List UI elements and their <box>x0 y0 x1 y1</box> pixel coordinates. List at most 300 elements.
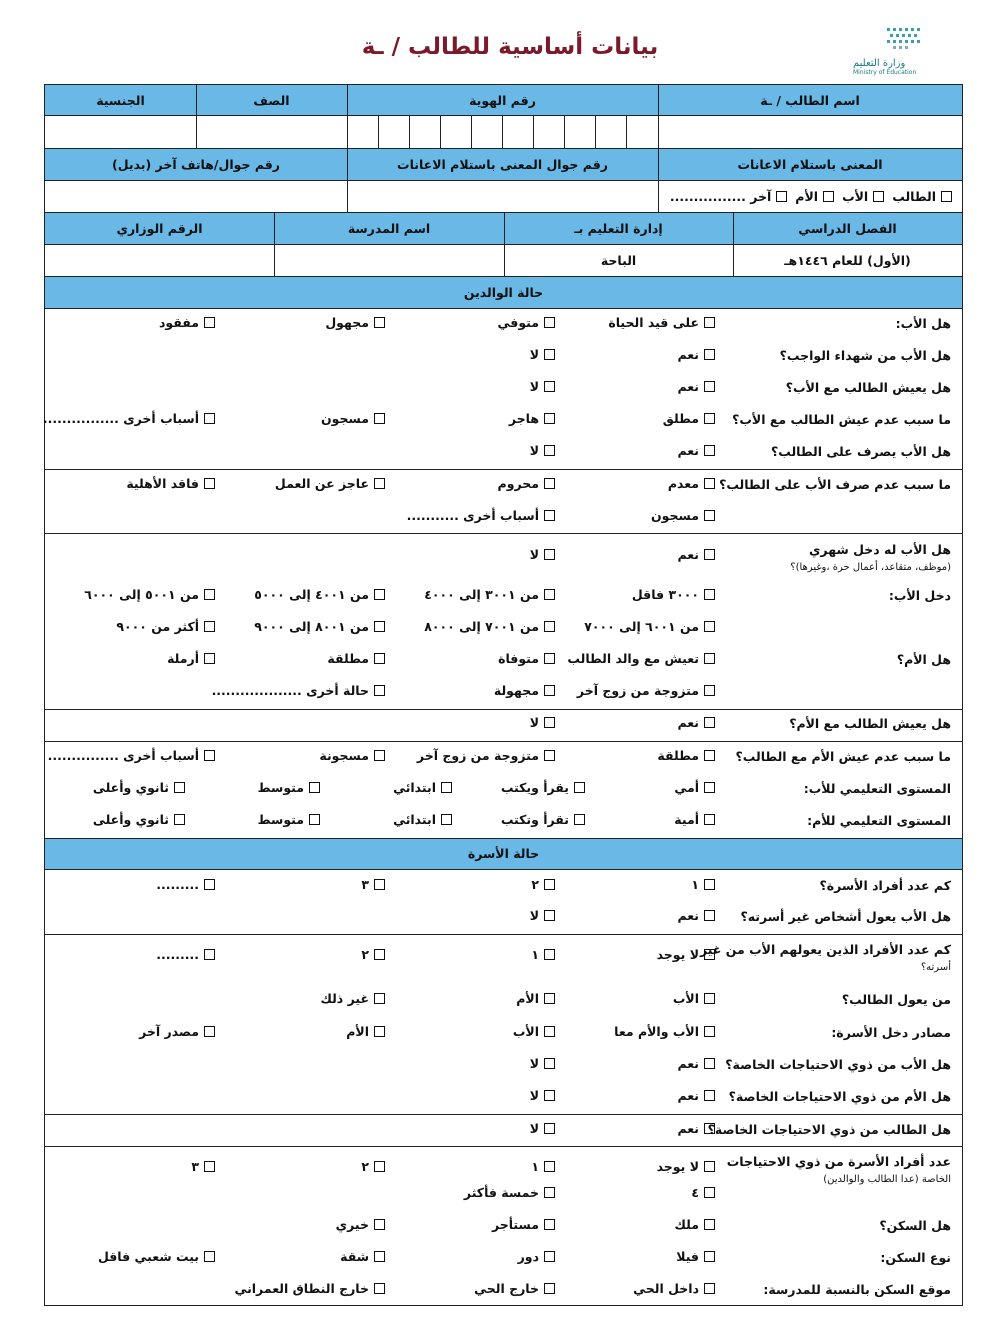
option-item[interactable] <box>677 547 715 562</box>
option-label: مصدر آخر <box>139 1024 199 1039</box>
option-label: مسجونة <box>319 748 369 763</box>
option-item[interactable] <box>254 619 385 634</box>
checkbox-icon[interactable] <box>544 413 555 424</box>
question-label: هل السكن؟ <box>879 1218 951 1233</box>
option-label: ١ <box>531 1159 539 1174</box>
checkbox-icon[interactable] <box>704 349 715 360</box>
option-item[interactable] <box>530 443 555 458</box>
option-item[interactable] <box>516 991 555 1006</box>
checkbox-icon[interactable] <box>374 685 385 696</box>
recipient-mother[interactable]: الأم <box>795 189 834 204</box>
option-item[interactable] <box>677 908 715 923</box>
option-item[interactable] <box>614 1024 715 1039</box>
option-item[interactable] <box>116 619 215 634</box>
label-semester: الفصل الدراسي <box>798 221 897 236</box>
checkbox-icon[interactable] <box>704 782 715 793</box>
option-label: مسجون <box>651 508 699 523</box>
checkbox-icon[interactable] <box>309 814 320 825</box>
option-label: متزوجة من زوج آخر <box>416 748 539 763</box>
checkbox-icon[interactable] <box>544 478 555 489</box>
option-item[interactable] <box>674 780 715 795</box>
option-label: مطلقة <box>657 748 699 763</box>
option-item[interactable] <box>43 411 215 426</box>
question-label: هل الأم من ذوي الاحتياجات الخاصة؟ <box>728 1089 951 1104</box>
option-item[interactable] <box>492 1217 555 1232</box>
option-item[interactable] <box>509 411 555 426</box>
option-label: نعم <box>677 908 699 923</box>
option-label: نعم <box>677 547 699 562</box>
option-item[interactable] <box>677 347 715 362</box>
option-item[interactable] <box>336 1217 385 1232</box>
option-item[interactable] <box>677 443 715 458</box>
option-label: هاجر <box>508 411 539 426</box>
option-label: متوسط <box>257 780 304 795</box>
option-item[interactable] <box>319 748 385 763</box>
checkbox-icon[interactable] <box>204 478 215 489</box>
option-label: متزوجة من زوج آخر <box>576 683 699 698</box>
checkbox-icon[interactable] <box>941 191 952 202</box>
checkbox-icon[interactable] <box>544 621 555 632</box>
label-student-name: اسم الطالب / ـة <box>760 92 860 108</box>
option-item[interactable] <box>530 347 555 362</box>
checkbox-icon[interactable] <box>204 750 215 761</box>
checkbox-icon[interactable] <box>374 1161 385 1172</box>
option-item[interactable] <box>577 683 715 698</box>
question-label: موقع السكن بالنسبة للمدرسة: <box>763 1282 951 1297</box>
alt-phone-input[interactable] <box>45 181 347 212</box>
option-label: نعم <box>677 443 699 458</box>
option-label: عاجز عن العمل <box>274 476 369 491</box>
checkbox-icon[interactable] <box>441 814 452 825</box>
option-item[interactable] <box>254 587 385 602</box>
question-label: المستوى التعليمي للأم: <box>807 813 951 828</box>
option-item[interactable] <box>677 1088 715 1103</box>
option-label: ٢ <box>361 1159 369 1174</box>
checkbox-icon[interactable] <box>544 879 555 890</box>
option-item[interactable] <box>346 1024 385 1039</box>
label-edu-admin: إدارة التعليم بـ <box>574 221 663 236</box>
option-label: لا <box>529 1121 539 1136</box>
checkbox-icon[interactable] <box>544 349 555 360</box>
option-label: نعم <box>677 1056 699 1071</box>
question-label: هل الأب يصرف على الطالب؟ <box>770 444 951 459</box>
option-item[interactable] <box>361 1159 385 1174</box>
option-item[interactable] <box>657 947 715 962</box>
checkbox-icon[interactable] <box>574 814 585 825</box>
ministry-name-ar: وزارة التعليم <box>853 58 906 69</box>
option-item[interactable] <box>340 1249 385 1264</box>
checkbox-icon[interactable] <box>544 1187 555 1198</box>
checkbox-icon[interactable] <box>374 621 385 632</box>
checkbox-icon[interactable] <box>704 1219 715 1230</box>
option-label: فاقد الأهلية <box>126 476 199 491</box>
nationality-input[interactable] <box>45 116 196 148</box>
option-label: ......... <box>156 877 199 892</box>
label-aid-recipient: المعنى باستلام الاعانات <box>737 157 883 172</box>
checkbox-icon[interactable] <box>704 653 715 664</box>
option-label: نعم <box>677 347 699 362</box>
option-item[interactable] <box>608 315 715 330</box>
checkbox-icon[interactable] <box>204 413 215 424</box>
option-item[interactable] <box>530 547 555 562</box>
checkbox-icon[interactable] <box>873 191 884 202</box>
option-label: مجهول <box>325 315 369 330</box>
option-item[interactable] <box>691 1185 715 1200</box>
checkbox-icon[interactable] <box>704 949 715 960</box>
question-label: هل الأم؟ <box>896 652 951 667</box>
recipient-father[interactable]: الأب <box>842 189 884 204</box>
option-item[interactable] <box>498 651 555 666</box>
option-label: فيلا <box>676 1249 699 1264</box>
question-label: مصادر دخل الأسرة: <box>831 1025 951 1040</box>
option-item[interactable] <box>393 812 452 827</box>
option-item[interactable] <box>567 651 715 666</box>
option-label: ملك <box>674 1217 699 1232</box>
question-label: من يعول الطالب؟ <box>841 992 951 1007</box>
checkbox-icon[interactable] <box>374 653 385 664</box>
ministry-logo <box>853 26 923 82</box>
checkbox-icon[interactable] <box>374 317 385 328</box>
option-item[interactable] <box>584 619 715 634</box>
checkbox-icon[interactable] <box>374 413 385 424</box>
recipient-options <box>660 181 952 212</box>
option-item[interactable] <box>530 379 555 394</box>
checkbox-icon[interactable] <box>544 1058 555 1069</box>
option-item[interactable] <box>531 1159 555 1174</box>
checkbox-icon[interactable] <box>704 1026 715 1037</box>
option-item[interactable] <box>530 715 555 730</box>
checkbox-icon[interactable] <box>704 381 715 392</box>
checkbox-icon[interactable] <box>704 879 715 890</box>
option-label: أسباب أخرى ................ <box>42 411 199 426</box>
option-item[interactable] <box>167 651 215 666</box>
option-item[interactable] <box>234 1281 385 1296</box>
checkbox-icon[interactable] <box>204 589 215 600</box>
page-title: بيانات أساسية للطالب / ـة <box>361 34 659 60</box>
option-label: ثانوي وأعلى <box>92 780 169 795</box>
checkbox-icon[interactable] <box>204 949 215 960</box>
checkbox-icon[interactable] <box>544 510 555 521</box>
option-label: خمسة فأكثر <box>463 1185 539 1200</box>
checkbox-icon[interactable] <box>704 510 715 521</box>
option-item[interactable] <box>393 780 452 795</box>
checkbox-icon[interactable] <box>374 750 385 761</box>
section-parents-title: حالة الوالدين <box>463 285 544 300</box>
option-item[interactable] <box>126 476 215 491</box>
option-item[interactable] <box>674 812 715 827</box>
option-item[interactable] <box>139 1024 215 1039</box>
option-label: مجهولة <box>493 683 539 698</box>
checkbox-icon[interactable] <box>544 1219 555 1230</box>
option-item[interactable] <box>513 1024 555 1039</box>
checkbox-icon[interactable] <box>704 549 715 560</box>
option-item[interactable] <box>159 315 215 330</box>
checkbox-icon[interactable] <box>704 413 715 424</box>
option-label: ٢ <box>361 947 369 962</box>
option-label: أمي <box>674 780 699 795</box>
checkbox-icon[interactable] <box>374 1251 385 1262</box>
option-label: دور <box>517 1249 539 1264</box>
checkbox-icon[interactable] <box>544 589 555 600</box>
option-item[interactable] <box>498 476 555 491</box>
option-item[interactable] <box>321 411 385 426</box>
checkbox-icon[interactable] <box>544 653 555 664</box>
option-label: بيت شعبي فاقل <box>97 1249 199 1264</box>
checkbox-icon[interactable] <box>544 910 555 921</box>
student-name-input[interactable] <box>659 116 962 148</box>
label-alt-phone: رقم جوال/هاتف آخر (بديل) <box>112 157 280 172</box>
label-id-number: رقم الهوية <box>469 92 536 108</box>
checkbox-icon[interactable] <box>374 1026 385 1037</box>
checkbox-icon[interactable] <box>544 317 555 328</box>
option-item[interactable] <box>676 1249 715 1264</box>
option-item[interactable] <box>424 587 555 602</box>
option-item[interactable] <box>361 877 385 892</box>
question-label: ما سبب عدم عيش الطالب مع الأب؟ <box>732 412 951 427</box>
checkbox-icon[interactable] <box>374 949 385 960</box>
option-label: مفقود <box>159 315 199 330</box>
checkbox-icon[interactable] <box>374 879 385 890</box>
option-item[interactable] <box>327 651 385 666</box>
checkbox-icon[interactable] <box>544 717 555 728</box>
option-item[interactable] <box>320 991 385 1006</box>
checkbox-icon[interactable] <box>544 549 555 560</box>
option-label: ابتدائي <box>393 812 436 827</box>
option-item[interactable] <box>673 991 715 1006</box>
option-label: خيري <box>335 1217 369 1232</box>
option-item[interactable] <box>258 780 320 795</box>
option-item[interactable] <box>501 780 585 795</box>
option-label: تقرأ وتكتب <box>500 812 569 827</box>
checkbox-icon[interactable] <box>204 1026 215 1037</box>
checkbox-icon[interactable] <box>704 1090 715 1101</box>
option-item[interactable] <box>98 1249 215 1264</box>
checkbox-icon[interactable] <box>704 910 715 921</box>
option-item[interactable] <box>191 1159 215 1174</box>
checkbox-icon[interactable] <box>204 879 215 890</box>
option-label: الأب والأم معا <box>614 1024 699 1039</box>
checkbox-icon[interactable] <box>544 1283 555 1294</box>
question-label: ما سبب عدم صرف الأب على الطالب؟ <box>719 477 951 492</box>
checkbox-icon[interactable] <box>544 381 555 392</box>
option-label: متوفاة <box>498 651 539 666</box>
option-item[interactable] <box>407 508 555 523</box>
option-label: الأب <box>512 1024 539 1039</box>
option-label: تعيش مع والد الطالب <box>567 651 699 666</box>
checkbox-icon[interactable] <box>704 621 715 632</box>
checkbox-icon[interactable] <box>544 1090 555 1101</box>
checkbox-icon[interactable] <box>574 782 585 793</box>
option-item[interactable] <box>93 780 185 795</box>
checkbox-icon[interactable] <box>544 1026 555 1037</box>
option-label: ٤ <box>691 1185 699 1200</box>
option-label: خارج النطاق العمراني <box>234 1281 369 1296</box>
option-label: من ٥٠٠١ إلى ٦٠٠٠ <box>84 587 199 602</box>
option-item[interactable] <box>156 947 215 962</box>
checkbox-icon[interactable] <box>374 1283 385 1294</box>
option-item[interactable] <box>657 1159 715 1174</box>
option-item[interactable] <box>530 1056 555 1071</box>
checkbox-icon[interactable] <box>374 993 385 1004</box>
checkbox-icon[interactable] <box>776 191 787 202</box>
option-label: ابتدائي <box>393 780 436 795</box>
option-label: ٣٠٠٠ فاقل <box>631 587 699 602</box>
option-label: لا <box>529 347 539 362</box>
checkbox-icon[interactable] <box>374 478 385 489</box>
option-item[interactable] <box>530 1121 555 1136</box>
checkbox-icon[interactable] <box>544 445 555 456</box>
option-label: أسباب أخرى ........... <box>406 508 539 523</box>
checkbox-icon[interactable] <box>544 750 555 761</box>
option-label: ٣ <box>191 1159 199 1174</box>
ministry-name-en: Ministry of Education <box>853 69 917 76</box>
checkbox-icon[interactable] <box>704 814 715 825</box>
checkbox-icon[interactable] <box>704 685 715 696</box>
checkbox-icon[interactable] <box>823 191 834 202</box>
option-item[interactable] <box>633 1281 715 1296</box>
checkbox-icon[interactable] <box>704 445 715 456</box>
option-item[interactable] <box>275 476 385 491</box>
question-label: هل الأب من شهداء الواجب؟ <box>779 348 951 363</box>
recipient-mobile-input[interactable] <box>348 181 658 212</box>
checkbox-icon[interactable] <box>704 317 715 328</box>
checkbox-icon[interactable] <box>704 589 715 600</box>
option-label: نعم <box>677 715 699 730</box>
option-label: خارج الحي <box>474 1281 539 1296</box>
checkbox-icon[interactable] <box>704 1058 715 1069</box>
option-item[interactable] <box>494 683 555 698</box>
option-item[interactable] <box>657 748 715 763</box>
option-label: الأم <box>346 1024 369 1039</box>
checkbox-icon[interactable] <box>374 589 385 600</box>
option-label: نعم <box>677 1121 699 1136</box>
option-item[interactable] <box>474 1281 555 1296</box>
checkbox-icon[interactable] <box>704 1123 715 1134</box>
option-item[interactable] <box>417 748 555 763</box>
option-item[interactable] <box>258 812 320 827</box>
checkbox-icon[interactable] <box>544 1161 555 1172</box>
checkbox-icon[interactable] <box>204 1251 215 1262</box>
option-item[interactable] <box>530 1088 555 1103</box>
checkbox-icon[interactable] <box>704 1187 715 1198</box>
option-item[interactable] <box>361 947 385 962</box>
option-item[interactable] <box>677 1121 715 1136</box>
checkbox-icon[interactable] <box>204 1161 215 1172</box>
label-grade: الصف <box>253 92 290 108</box>
option-label: مسجون <box>321 411 369 426</box>
grade-input[interactable] <box>197 116 347 148</box>
edu-admin-value: الباحة <box>600 253 637 268</box>
option-item[interactable] <box>677 379 715 394</box>
school-name-input[interactable] <box>275 245 504 276</box>
checkbox-icon[interactable] <box>204 621 215 632</box>
option-item[interactable] <box>531 877 555 892</box>
checkbox-icon[interactable] <box>704 993 715 1004</box>
option-item[interactable] <box>501 812 585 827</box>
checkbox-icon[interactable] <box>174 814 185 825</box>
option-item[interactable] <box>531 947 555 962</box>
option-label: أمية <box>674 812 699 827</box>
checkbox-icon[interactable] <box>704 1161 715 1172</box>
option-item[interactable] <box>212 683 385 698</box>
ministry-number-input[interactable] <box>45 245 274 276</box>
checkbox-icon[interactable] <box>544 949 555 960</box>
option-item[interactable] <box>632 587 715 602</box>
option-item[interactable] <box>651 508 715 523</box>
option-item[interactable] <box>675 1217 715 1232</box>
option-label: أرملة <box>167 651 199 666</box>
checkbox-icon[interactable] <box>704 1283 715 1294</box>
option-item[interactable] <box>84 587 215 602</box>
option-label: من ٧٠٠١ إلى ٨٠٠٠ <box>424 619 539 634</box>
option-item[interactable] <box>677 715 715 730</box>
option-label: على قيد الحياة <box>608 315 699 330</box>
checkbox-icon[interactable] <box>544 685 555 696</box>
option-label: معدم <box>667 476 699 491</box>
checkbox-icon[interactable] <box>544 993 555 1004</box>
option-item[interactable] <box>518 1249 555 1264</box>
option-item[interactable] <box>156 877 215 892</box>
option-label: لا <box>529 1056 539 1071</box>
checkbox-icon[interactable] <box>174 782 185 793</box>
option-label: ١ <box>531 947 539 962</box>
option-item[interactable] <box>663 411 715 426</box>
option-label: مطلقة <box>327 651 369 666</box>
recipient-student[interactable]: الطالب <box>892 189 952 204</box>
checkbox-icon[interactable] <box>544 1251 555 1262</box>
option-label: حالة أخرى ................... <box>211 683 369 698</box>
option-label: نعم <box>677 379 699 394</box>
option-label: داخل الحي <box>633 1281 699 1296</box>
option-item[interactable] <box>668 476 715 491</box>
option-item[interactable] <box>325 315 385 330</box>
option-item[interactable] <box>497 315 555 330</box>
option-label: ......... <box>156 947 199 962</box>
checkbox-icon[interactable] <box>704 1251 715 1262</box>
option-label: ٣ <box>361 877 369 892</box>
question-label: ما سبب عدم عيش الأم مع الطالب؟ <box>735 749 951 764</box>
checkbox-icon[interactable] <box>374 1219 385 1230</box>
option-item[interactable] <box>677 1056 715 1071</box>
id-number-input[interactable] <box>348 116 658 148</box>
checkbox-icon[interactable] <box>309 782 320 793</box>
question-label: هل الأب يعول أشخاص غير أسرته؟ <box>740 909 951 924</box>
option-label: لا <box>529 715 539 730</box>
option-item[interactable] <box>48 748 215 763</box>
checkbox-icon[interactable] <box>204 653 215 664</box>
option-item[interactable] <box>530 908 555 923</box>
checkbox-icon[interactable] <box>544 1123 555 1134</box>
question-label: كم عدد الأفراد الذين يعولهم الأب من غير <box>700 942 951 957</box>
checkbox-icon[interactable] <box>704 478 715 489</box>
checkbox-icon[interactable] <box>704 750 715 761</box>
checkbox-icon[interactable] <box>704 717 715 728</box>
recipient-other[interactable]: آخر ................ <box>670 189 787 204</box>
question-label: المستوى التعليمي للأب: <box>803 781 951 796</box>
option-label: لا يوجد <box>656 1159 699 1174</box>
option-item[interactable] <box>691 877 715 892</box>
question-label: هل الأب: <box>895 316 951 331</box>
checkbox-icon[interactable] <box>441 782 452 793</box>
option-item[interactable] <box>93 812 185 827</box>
option-label: لا <box>529 547 539 562</box>
checkbox-icon[interactable] <box>204 317 215 328</box>
question-sub-label: أسرته؟ <box>920 962 951 973</box>
option-label: غير ذلك <box>320 991 369 1006</box>
option-item[interactable] <box>424 619 555 634</box>
option-item[interactable] <box>464 1185 555 1200</box>
question-label: عدد أفراد الأسرة من ذوي الاحتياجات <box>726 1154 951 1169</box>
